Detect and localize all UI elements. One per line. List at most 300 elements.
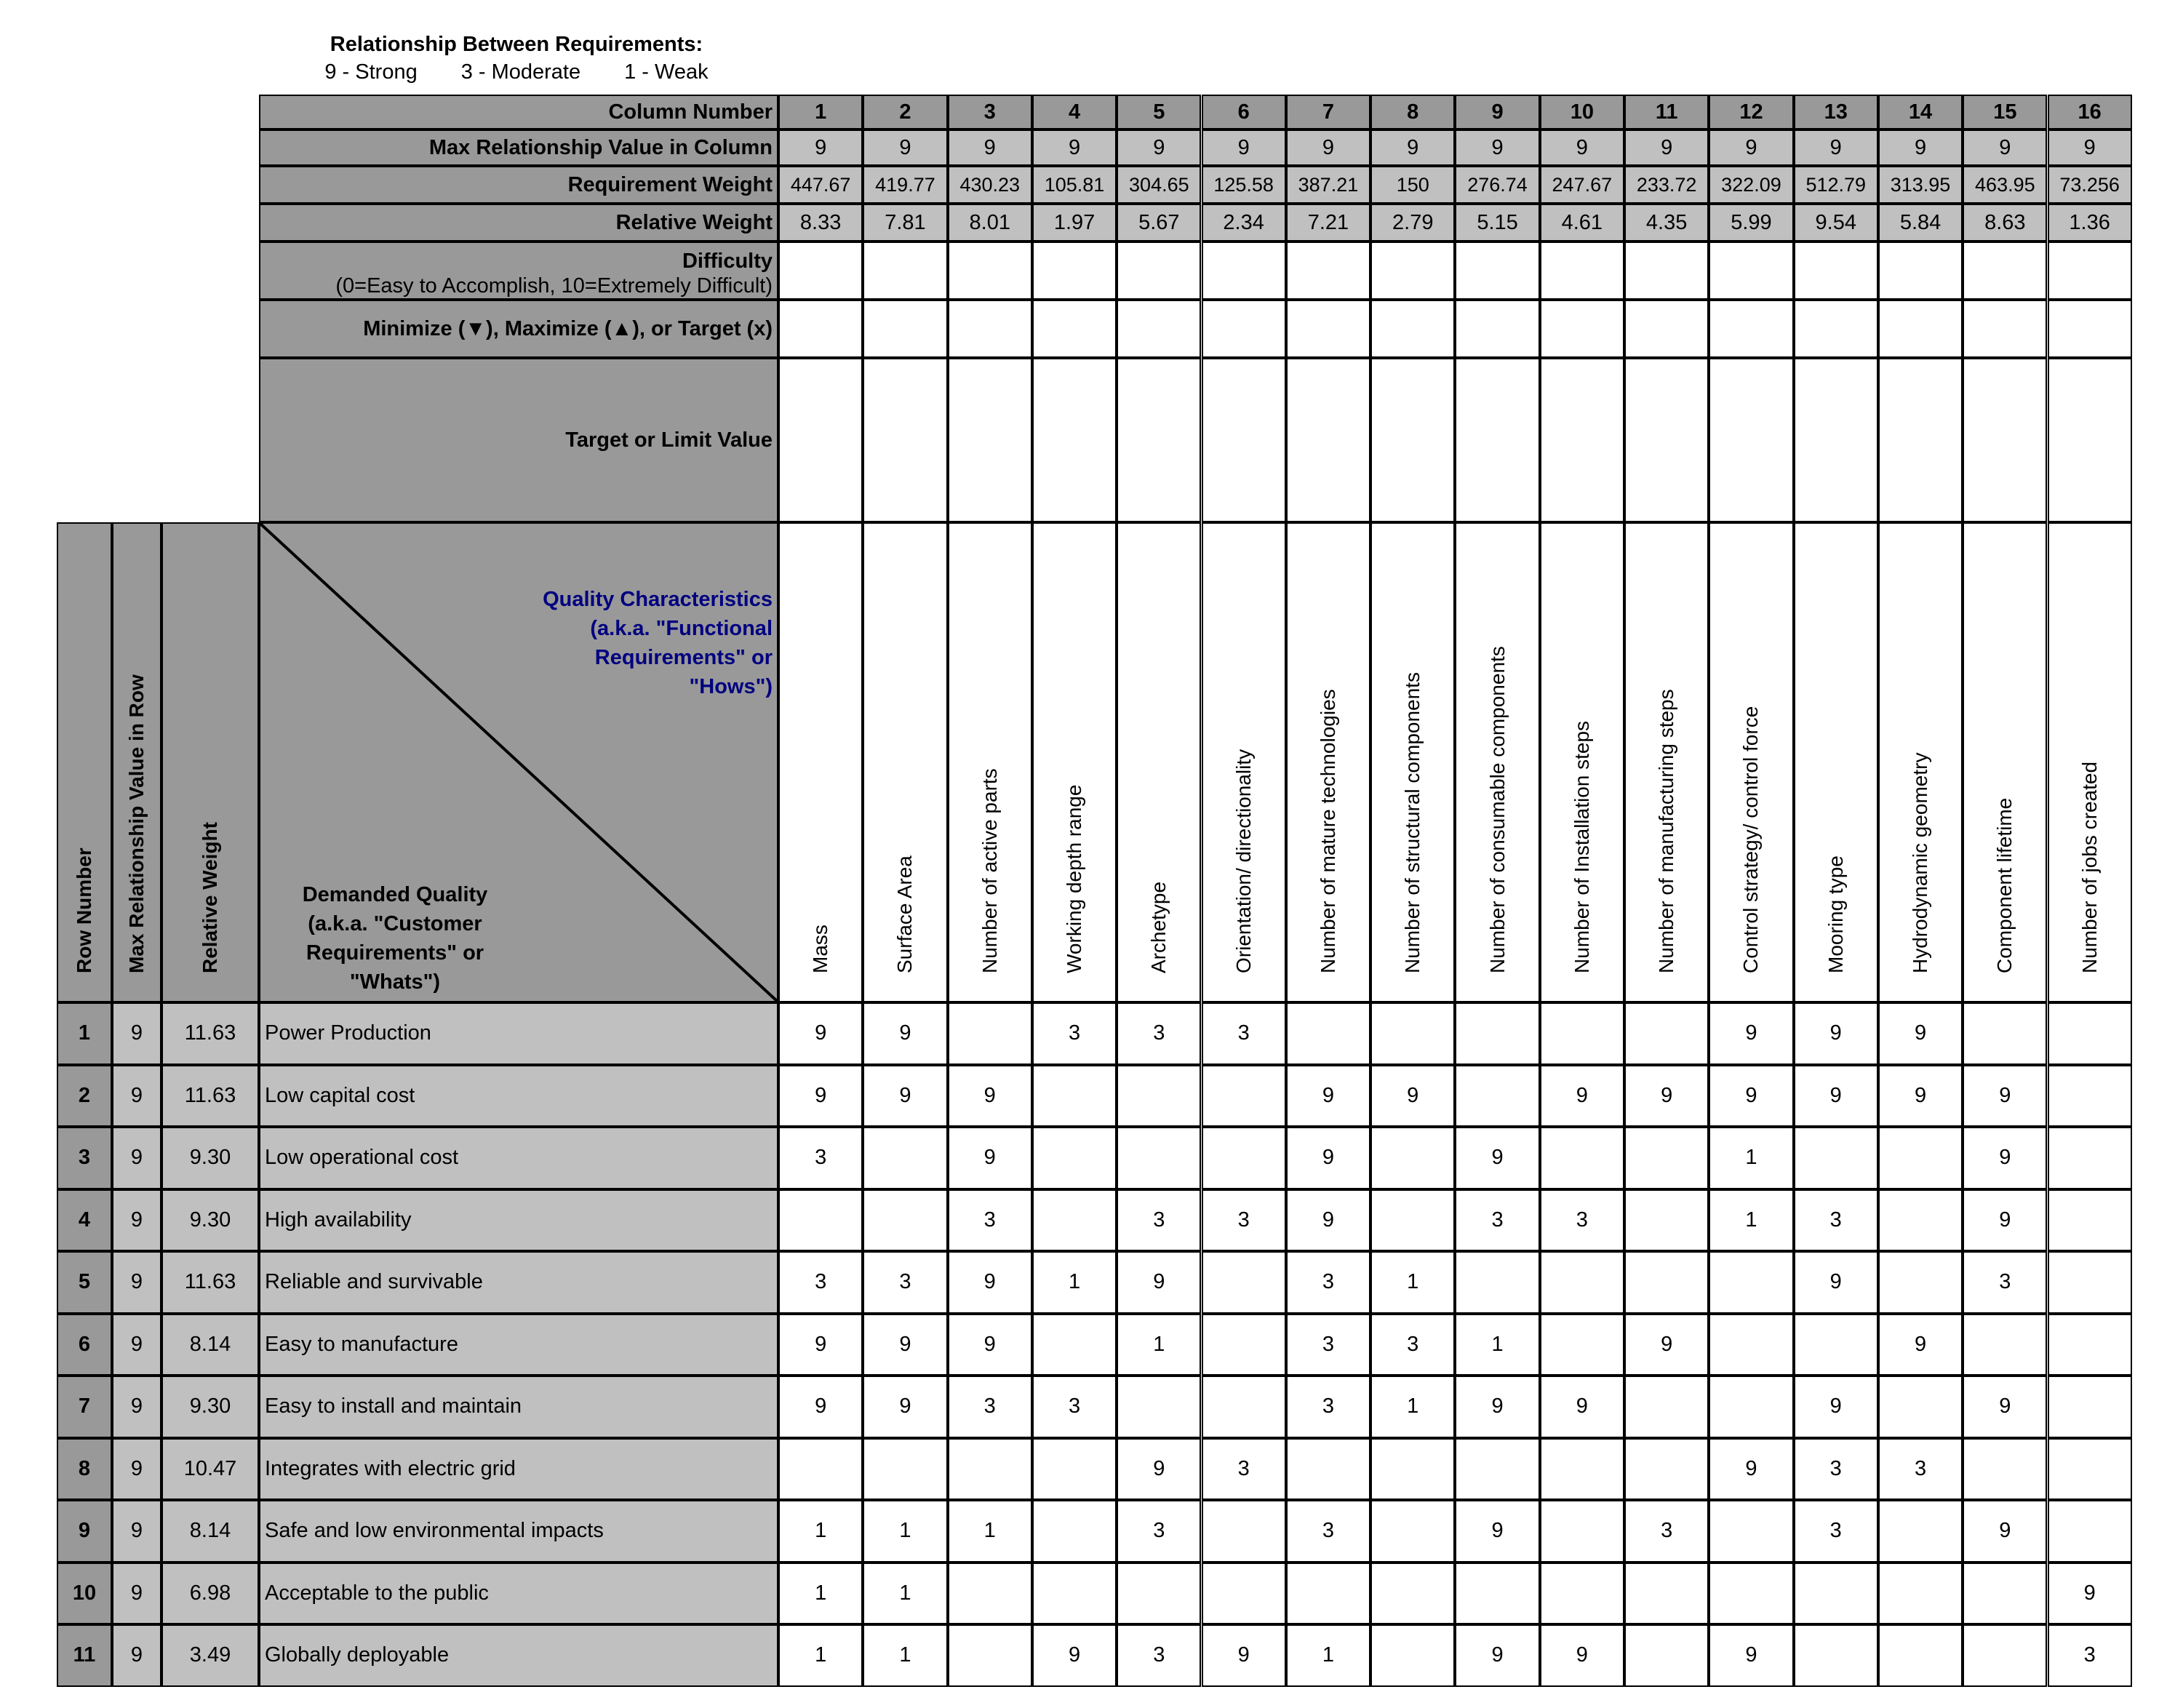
relationship-cell[interactable] <box>1540 1376 1624 1438</box>
relationship-cell[interactable] <box>1878 1500 1963 1563</box>
column-number-value: 1 <box>815 100 827 124</box>
minmax-input[interactable] <box>1963 300 2047 358</box>
requirement-weight-value: 233.72 <box>1636 173 1697 196</box>
relationship-cell[interactable] <box>1878 1314 1963 1376</box>
relationship-cell[interactable] <box>1117 1127 1201 1189</box>
relationship-cell[interactable] <box>2048 1500 2132 1563</box>
relationship-cell[interactable] <box>1540 1314 1624 1376</box>
relationship-cell[interactable] <box>1963 1127 2047 1189</box>
relationship-cell[interactable] <box>863 1065 947 1128</box>
relationship-cell[interactable] <box>1540 1563 1624 1625</box>
relationship-cell[interactable] <box>948 1500 1032 1563</box>
relationship-cell[interactable] <box>1455 1065 1539 1128</box>
relationship-cell[interactable] <box>1709 1251 1793 1314</box>
target-input[interactable] <box>1202 358 1286 522</box>
column-number-value: 5 <box>1153 100 1165 124</box>
relationship-cell[interactable] <box>1032 1251 1117 1314</box>
relative-weight-cell <box>1117 204 1201 242</box>
minmax-input[interactable] <box>1540 300 1624 358</box>
row-relative-weight-cell <box>161 1500 259 1563</box>
difficulty-input[interactable] <box>1794 242 1878 300</box>
relationship-cell[interactable] <box>1709 1624 1793 1687</box>
relationship-cell[interactable] <box>1794 1251 1878 1314</box>
relationship-cell[interactable] <box>1286 1624 1370 1687</box>
relationship-cell[interactable] <box>863 1251 947 1314</box>
relationship-cell[interactable] <box>1624 1127 1709 1189</box>
relationship-value: 9 <box>2083 1581 2096 1605</box>
requirement-weight-cell <box>1370 166 1455 204</box>
relationship-cell[interactable] <box>1032 1314 1117 1376</box>
row-relative-weight-value: 10.47 <box>183 1456 237 1480</box>
relationship-cell[interactable] <box>1117 1563 1201 1625</box>
relationship-cell[interactable] <box>1794 1624 1878 1687</box>
max-relationship-row-value: 9 <box>130 1643 143 1667</box>
column-number-value: 6 <box>1237 100 1250 124</box>
relationship-cell[interactable] <box>1286 1438 1370 1501</box>
relationship-cell[interactable] <box>2048 1002 2132 1065</box>
minmax-input[interactable] <box>2048 300 2132 358</box>
relationship-cell[interactable] <box>1117 1002 1201 1065</box>
relationship-cell[interactable] <box>1032 1189 1117 1252</box>
demanded-quality-text: Integrates with electric grid <box>265 1456 516 1480</box>
relationship-cell[interactable] <box>1963 1065 2047 1128</box>
relationship-cell[interactable] <box>778 1002 863 1065</box>
relationship-cell[interactable] <box>1117 1624 1201 1687</box>
relationship-cell[interactable] <box>1455 1002 1539 1065</box>
column-name-header <box>2048 522 2132 1002</box>
difficulty-input[interactable] <box>1624 242 1709 300</box>
minmax-input[interactable] <box>1878 300 1963 358</box>
relationship-cell[interactable] <box>1117 1314 1201 1376</box>
relationship-cell[interactable] <box>1794 1376 1878 1438</box>
column-number-cell <box>1878 95 1963 129</box>
relationship-cell[interactable] <box>1878 1127 1963 1189</box>
column-name-header <box>1032 522 1117 1002</box>
column-number-cell <box>1202 95 1286 129</box>
target-input[interactable] <box>1963 358 2047 522</box>
relationship-cell[interactable] <box>1032 1002 1117 1065</box>
relationship-cell[interactable] <box>948 1189 1032 1252</box>
relationship-cell[interactable] <box>1963 1189 2047 1252</box>
relationship-cell[interactable] <box>1286 1563 1370 1625</box>
relationship-cell[interactable] <box>1709 1314 1793 1376</box>
relationship-cell[interactable] <box>948 1624 1032 1687</box>
relationship-cell[interactable] <box>1117 1189 1201 1252</box>
target-input[interactable] <box>1286 358 1370 522</box>
relationship-cell[interactable] <box>1794 1002 1878 1065</box>
relationship-cell[interactable] <box>1455 1563 1539 1625</box>
legend-title: Relationship Between Requirements: <box>330 33 703 56</box>
relationship-cell[interactable] <box>1709 1065 1793 1128</box>
relationship-cell[interactable] <box>2048 1189 2132 1252</box>
row-number-value: 10 <box>72 1581 97 1605</box>
relationship-cell[interactable] <box>1794 1314 1878 1376</box>
relationship-cell[interactable] <box>1370 1563 1455 1625</box>
relationship-cell[interactable] <box>1455 1314 1539 1376</box>
relationship-value: 9 <box>1829 1270 1842 1294</box>
relationship-cell[interactable] <box>2048 1127 2132 1189</box>
difficulty-input[interactable] <box>863 242 947 300</box>
relationship-cell[interactable] <box>1540 1438 1624 1501</box>
relationship-cell[interactable] <box>1878 1189 1963 1252</box>
relationship-cell[interactable] <box>1286 1127 1370 1189</box>
column-number-value: 7 <box>1322 100 1335 124</box>
relationship-cell[interactable] <box>863 1563 947 1625</box>
requirement-weight-value: 73.256 <box>2059 173 2120 196</box>
relationship-cell[interactable] <box>1794 1065 1878 1128</box>
relationship-cell[interactable] <box>1286 1376 1370 1438</box>
row-relative-weight-header <box>161 522 259 1002</box>
relationship-cell[interactable] <box>1709 1500 1793 1563</box>
relationship-cell[interactable] <box>1624 1314 1709 1376</box>
difficulty-input[interactable] <box>1709 242 1793 300</box>
difficulty-input[interactable] <box>2048 242 2132 300</box>
max-relationship-col-cell <box>1202 129 1286 166</box>
relationship-cell[interactable] <box>778 1376 863 1438</box>
target-input[interactable] <box>1117 358 1201 522</box>
relationship-cell[interactable] <box>1963 1500 2047 1563</box>
relationship-cell[interactable] <box>1370 1500 1455 1563</box>
relationship-cell[interactable] <box>1963 1438 2047 1501</box>
difficulty-input[interactable] <box>778 242 863 300</box>
max-relationship-row-cell <box>112 1065 161 1128</box>
requirement-weight-cell <box>1117 166 1201 204</box>
minmax-input[interactable] <box>1624 300 1709 358</box>
relationship-cell[interactable] <box>2048 1624 2132 1687</box>
relationship-cell[interactable] <box>1117 1251 1201 1314</box>
column-name-text: Number of structural components <box>1401 672 1424 973</box>
relationship-cell[interactable] <box>1624 1438 1709 1501</box>
relationship-cell[interactable] <box>1540 1624 1624 1687</box>
relationship-cell[interactable] <box>948 1002 1032 1065</box>
relationship-cell[interactable] <box>1286 1065 1370 1128</box>
relationship-cell[interactable] <box>1117 1438 1201 1501</box>
relationship-cell[interactable] <box>1455 1624 1539 1687</box>
target-input[interactable] <box>1709 358 1793 522</box>
target-input[interactable] <box>1370 358 1455 522</box>
relationship-cell[interactable] <box>778 1624 863 1687</box>
relationship-cell[interactable] <box>863 1500 947 1563</box>
relationship-cell[interactable] <box>863 1624 947 1687</box>
relationship-cell[interactable] <box>778 1251 863 1314</box>
difficulty-input[interactable] <box>1032 242 1117 300</box>
relationship-cell[interactable] <box>863 1438 947 1501</box>
relative-weight-value: 5.84 <box>1899 210 1941 234</box>
demanded-quality-text: High availability <box>265 1208 412 1232</box>
relationship-cell[interactable] <box>948 1563 1032 1625</box>
relationship-cell[interactable] <box>1709 1002 1793 1065</box>
relationship-cell[interactable] <box>1032 1624 1117 1687</box>
relationship-cell[interactable] <box>1624 1624 1709 1687</box>
column-number-value: 14 <box>1908 100 1933 124</box>
relationship-cell[interactable] <box>1624 1563 1709 1625</box>
relationship-cell[interactable] <box>1455 1189 1539 1252</box>
column-number-value: 11 <box>1655 100 1678 124</box>
relationship-value: 9 <box>1661 1332 1673 1356</box>
relationship-cell[interactable] <box>1032 1376 1117 1438</box>
relative-weight-value: 4.61 <box>1561 210 1603 234</box>
relationship-cell[interactable] <box>778 1438 863 1501</box>
relationship-cell[interactable] <box>1624 1002 1709 1065</box>
relationship-cell[interactable] <box>778 1189 863 1252</box>
relationship-cell[interactable] <box>1202 1624 1286 1687</box>
relationship-cell[interactable] <box>1878 1438 1963 1501</box>
relative-weight-label-text: Relative Weight <box>615 210 773 234</box>
relationship-cell[interactable] <box>1202 1438 1286 1501</box>
target-input[interactable] <box>2048 358 2132 522</box>
relationship-cell[interactable] <box>2048 1563 2132 1625</box>
minmax-input[interactable] <box>1370 300 1455 358</box>
relationship-cell[interactable] <box>1117 1376 1201 1438</box>
column-name-text: Number of consumable components <box>1485 646 1509 973</box>
max-relationship-col-cell <box>2048 129 2132 166</box>
relationship-cell[interactable] <box>1878 1002 1963 1065</box>
max-relationship-row-header-text: Max Relationship Value in Row <box>125 674 148 973</box>
relationship-cell[interactable] <box>1032 1065 1117 1128</box>
relationship-cell[interactable] <box>778 1563 863 1625</box>
relationship-cell[interactable] <box>1117 1065 1201 1128</box>
minmax-input[interactable] <box>1709 300 1793 358</box>
relationship-cell[interactable] <box>1202 1314 1286 1376</box>
column-number-value: 2 <box>899 100 911 124</box>
relationship-value: 9 <box>1491 1394 1504 1418</box>
relationship-cell[interactable] <box>778 1314 863 1376</box>
relationship-cell[interactable] <box>1624 1500 1709 1563</box>
column-number-cell <box>1370 95 1455 129</box>
minmax-input[interactable] <box>1032 300 1117 358</box>
column-number-cell <box>863 95 947 129</box>
relationship-cell[interactable] <box>1963 1251 2047 1314</box>
max-relationship-col-cell <box>1286 129 1370 166</box>
requirement-weight-cell <box>2048 166 2132 204</box>
relationship-cell[interactable] <box>1455 1438 1539 1501</box>
relationship-cell[interactable] <box>1202 1065 1286 1128</box>
target-input[interactable] <box>1540 358 1624 522</box>
minmax-input[interactable] <box>778 300 863 358</box>
relationship-cell[interactable] <box>1540 1002 1624 1065</box>
relationship-cell[interactable] <box>1540 1189 1624 1252</box>
difficulty-input[interactable] <box>1117 242 1201 300</box>
relationship-cell[interactable] <box>1540 1251 1624 1314</box>
requirement-weight-value: 322.09 <box>1721 173 1781 196</box>
difficulty-input[interactable] <box>1370 242 1455 300</box>
demanded-quality-cell <box>259 1624 778 1687</box>
relationship-value: 9 <box>1999 1083 2011 1107</box>
relationship-cell[interactable] <box>1370 1127 1455 1189</box>
relationship-cell[interactable] <box>1202 1251 1286 1314</box>
difficulty-input[interactable] <box>948 242 1032 300</box>
relationship-cell[interactable] <box>1794 1189 1878 1252</box>
relationship-cell[interactable] <box>778 1500 863 1563</box>
target-input[interactable] <box>778 358 863 522</box>
relationship-cell[interactable] <box>1202 1563 1286 1625</box>
requirement-weight-value: 276.74 <box>1467 173 1528 196</box>
diagonal-header-cell <box>259 522 778 1002</box>
relationship-cell[interactable] <box>1032 1127 1117 1189</box>
difficulty-input[interactable] <box>1202 242 1286 300</box>
relationship-cell[interactable] <box>863 1189 947 1252</box>
minmax-input[interactable] <box>948 300 1032 358</box>
relationship-cell[interactable] <box>1878 1563 1963 1625</box>
relationship-cell[interactable] <box>863 1127 947 1189</box>
relationship-cell[interactable] <box>948 1376 1032 1438</box>
relationship-cell[interactable] <box>1624 1189 1709 1252</box>
relationship-cell[interactable] <box>778 1065 863 1128</box>
column-name-header <box>1878 522 1963 1002</box>
relationship-cell[interactable] <box>1878 1624 1963 1687</box>
column-name-text: Number of active parts <box>978 768 1001 973</box>
relationship-cell[interactable] <box>863 1376 947 1438</box>
relationship-cell[interactable] <box>1370 1065 1455 1128</box>
relationship-cell[interactable] <box>1370 1251 1455 1314</box>
relationship-cell[interactable] <box>1963 1002 2047 1065</box>
requirement-weight-value: 447.67 <box>790 173 851 196</box>
relationship-cell[interactable] <box>1455 1500 1539 1563</box>
relationship-cell[interactable] <box>778 1127 863 1189</box>
relationship-cell[interactable] <box>1878 1065 1963 1128</box>
column-name-header <box>1202 522 1286 1002</box>
column-name-header <box>1370 522 1455 1002</box>
relationship-value: 3 <box>815 1146 827 1170</box>
requirement-weight-cell <box>778 166 863 204</box>
minmax-input[interactable] <box>1286 300 1370 358</box>
relationship-cell[interactable] <box>948 1065 1032 1128</box>
relationship-cell[interactable] <box>1709 1376 1793 1438</box>
minmax-input[interactable] <box>1794 300 1878 358</box>
row-number-header <box>57 522 112 1002</box>
relationship-cell[interactable] <box>1032 1500 1117 1563</box>
target-input[interactable] <box>863 358 947 522</box>
relationship-cell[interactable] <box>1455 1127 1539 1189</box>
row-number-cell <box>57 1563 112 1625</box>
relationship-cell[interactable] <box>1709 1127 1793 1189</box>
row-number-value: 7 <box>78 1394 91 1418</box>
relationship-value: 3 <box>1829 1519 1842 1543</box>
relationship-cell[interactable] <box>1286 1251 1370 1314</box>
target-input[interactable] <box>1794 358 1878 522</box>
row-relative-weight-cell <box>161 1438 259 1501</box>
relationship-cell[interactable] <box>1794 1127 1878 1189</box>
relationship-cell[interactable] <box>1963 1314 2047 1376</box>
minmax-input[interactable] <box>1117 300 1201 358</box>
minmax-label <box>259 300 778 358</box>
relationship-cell[interactable] <box>1540 1127 1624 1189</box>
relationship-cell[interactable] <box>1794 1438 1878 1501</box>
relationship-cell[interactable] <box>863 1314 947 1376</box>
target-input[interactable] <box>1624 358 1709 522</box>
relationship-cell[interactable] <box>1370 1624 1455 1687</box>
relationship-cell[interactable] <box>1032 1438 1117 1501</box>
relative-weight-value: 4.35 <box>1645 210 1688 234</box>
relationship-cell[interactable] <box>948 1127 1032 1189</box>
relationship-cell[interactable] <box>863 1002 947 1065</box>
minmax-input[interactable] <box>1202 300 1286 358</box>
relationship-cell[interactable] <box>1963 1563 2047 1625</box>
column-name-header <box>1624 522 1709 1002</box>
relationship-cell[interactable] <box>1202 1002 1286 1065</box>
relationship-cell[interactable] <box>1286 1314 1370 1376</box>
relationship-cell[interactable] <box>1202 1500 1286 1563</box>
relationship-cell[interactable] <box>2048 1314 2132 1376</box>
relationship-cell[interactable] <box>948 1438 1032 1501</box>
relationship-cell[interactable] <box>1370 1002 1455 1065</box>
relationship-cell[interactable] <box>948 1314 1032 1376</box>
row-relative-weight-value: 9.30 <box>189 1394 231 1418</box>
minmax-input[interactable] <box>863 300 947 358</box>
target-input[interactable] <box>1032 358 1117 522</box>
minmax-text: Minimize (▼), Maximize (▲), or Target (x) <box>363 316 773 340</box>
relationship-cell[interactable] <box>1794 1563 1878 1625</box>
relationship-cell[interactable] <box>1878 1376 1963 1438</box>
relationship-cell[interactable] <box>1286 1002 1370 1065</box>
row-number-value: 9 <box>78 1519 91 1543</box>
difficulty-input[interactable] <box>1286 242 1370 300</box>
relationship-cell[interactable] <box>1963 1376 2047 1438</box>
legend-strong: 9 - Strong <box>324 60 418 84</box>
relationship-cell[interactable] <box>1370 1376 1455 1438</box>
relationship-cell[interactable] <box>1370 1438 1455 1501</box>
relationship-cell[interactable] <box>1117 1500 1201 1563</box>
relative-weight-value: 9.54 <box>1815 210 1856 234</box>
relationship-cell[interactable] <box>1540 1500 1624 1563</box>
relationship-cell[interactable] <box>1624 1065 1709 1128</box>
difficulty-input[interactable] <box>1963 242 2047 300</box>
relationship-cell[interactable] <box>1286 1189 1370 1252</box>
relationship-cell[interactable] <box>1286 1500 1370 1563</box>
relationship-cell[interactable] <box>2048 1251 2132 1314</box>
column-number-value: 8 <box>1407 100 1419 124</box>
max-relationship-col-value: 9 <box>1322 135 1335 159</box>
difficulty-input[interactable] <box>1878 242 1963 300</box>
relationship-cell[interactable] <box>1624 1251 1709 1314</box>
relationship-cell[interactable] <box>1709 1189 1793 1252</box>
relationship-cell[interactable] <box>1202 1376 1286 1438</box>
column-name-header <box>863 522 947 1002</box>
target-input[interactable] <box>1878 358 1963 522</box>
relationship-cell[interactable] <box>1878 1251 1963 1314</box>
relationship-cell[interactable] <box>1202 1189 1286 1252</box>
relationship-cell[interactable] <box>1370 1189 1455 1252</box>
difficulty-input[interactable] <box>1455 242 1539 300</box>
relationship-cell[interactable] <box>1032 1563 1117 1625</box>
target-input[interactable] <box>1455 358 1539 522</box>
relative-weight-value: 8.63 <box>1984 210 2026 234</box>
relationship-cell[interactable] <box>1624 1376 1709 1438</box>
column-name-header <box>948 522 1032 1002</box>
relationship-value: 3 <box>899 1270 911 1294</box>
relationship-cell[interactable] <box>2048 1376 2132 1438</box>
relationship-cell[interactable] <box>1540 1065 1624 1128</box>
relationship-cell[interactable] <box>948 1251 1032 1314</box>
relationship-cell[interactable] <box>1455 1251 1539 1314</box>
relative-weight-cell <box>948 204 1032 242</box>
relationship-cell[interactable] <box>1455 1376 1539 1438</box>
max-relationship-row-value: 9 <box>130 1581 143 1605</box>
relationship-cell[interactable] <box>2048 1438 2132 1501</box>
max-relationship-row-cell <box>112 1438 161 1501</box>
relationship-cell[interactable] <box>1709 1438 1793 1501</box>
minmax-input[interactable] <box>1455 300 1539 358</box>
relationship-cell[interactable] <box>1202 1127 1286 1189</box>
target-input[interactable] <box>948 358 1032 522</box>
relationship-cell[interactable] <box>2048 1065 2132 1128</box>
relationship-cell[interactable] <box>1794 1500 1878 1563</box>
relationship-cell[interactable] <box>1709 1563 1793 1625</box>
relationship-cell[interactable] <box>1370 1314 1455 1376</box>
relationship-value: 3 <box>1153 1519 1165 1543</box>
difficulty-input[interactable] <box>1540 242 1624 300</box>
relationship-cell[interactable] <box>1963 1624 2047 1687</box>
